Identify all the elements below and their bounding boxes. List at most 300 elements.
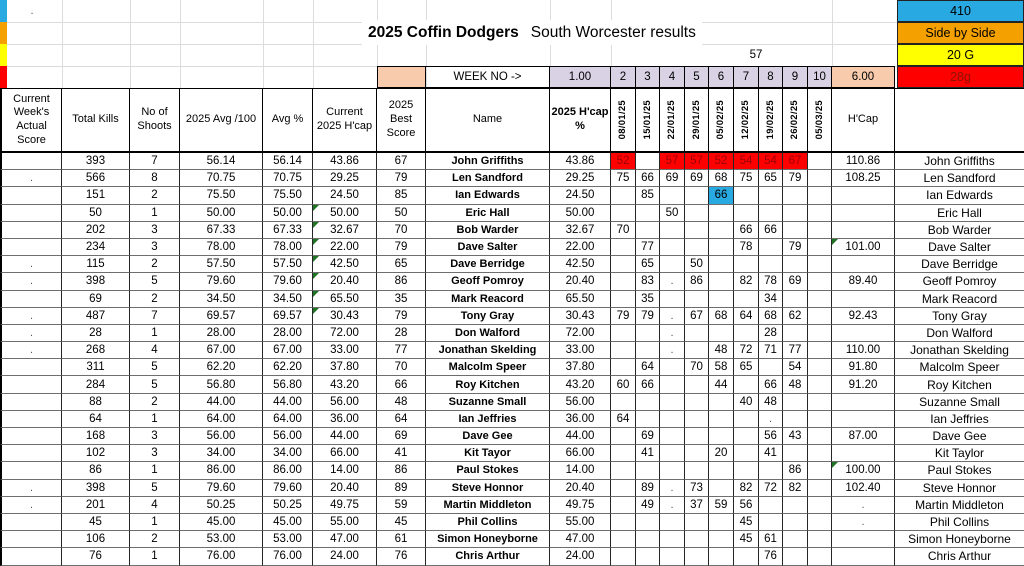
cell-week-score[interactable] [783, 548, 808, 565]
cell-current-hcap[interactable]: 72.00 [313, 325, 377, 342]
cell-hcap-pct[interactable]: 56.00 [550, 394, 611, 411]
cell-week-score[interactable] [808, 497, 832, 514]
cell-week-score[interactable] [709, 462, 734, 479]
cell-no-of-shoots[interactable]: 3 [130, 428, 180, 445]
cell-no-of-shoots[interactable]: 5 [130, 480, 180, 497]
cell-week-score[interactable]: 69 [685, 170, 709, 187]
cell-week-score[interactable] [660, 445, 685, 462]
header-best-score[interactable]: 2025 Best Score [377, 88, 426, 153]
cell-week-score[interactable] [611, 428, 636, 445]
cell-week-score[interactable]: . [660, 480, 685, 497]
cell-week-score[interactable]: 54 [759, 153, 783, 170]
cell-week-score[interactable]: 79 [611, 308, 636, 325]
cell-week-score[interactable] [734, 187, 759, 204]
header-date-week8[interactable] [759, 88, 783, 153]
cell-hcap-total[interactable] [832, 187, 895, 204]
cell-week-score[interactable] [709, 411, 734, 428]
cell-hcap-total[interactable] [832, 325, 895, 342]
cell-name[interactable]: Mark Reacord [426, 291, 550, 308]
cell-avg-100[interactable]: 67.00 [180, 342, 263, 359]
cell-week-score[interactable] [709, 428, 734, 445]
cell-current-hcap[interactable]: 43.20 [313, 376, 377, 393]
cell-week-score[interactable]: 82 [783, 480, 808, 497]
cell-current-week-score[interactable] [0, 531, 62, 548]
cell-best-score[interactable]: 76 [377, 548, 426, 565]
cell-no-of-shoots[interactable]: 5 [130, 376, 180, 393]
cell-name-right[interactable]: Jonathan Skelding [895, 342, 1024, 359]
cell-current-week-score[interactable] [0, 394, 62, 411]
cell-hcap-pct[interactable]: 24.00 [550, 548, 611, 565]
cell-no-of-shoots[interactable]: 1 [130, 462, 180, 479]
cell-week-score[interactable]: 44 [709, 376, 734, 393]
cell-total-kills[interactable]: 168 [62, 428, 130, 445]
header-hcap-pct[interactable]: 2025 H'cap % [550, 88, 611, 153]
cell-week-score[interactable] [611, 239, 636, 256]
header-date-week5[interactable] [685, 88, 709, 153]
cell-avg-100[interactable]: 86.00 [180, 462, 263, 479]
week-7-cell[interactable]: 7 [734, 66, 759, 88]
cell-hcap-total[interactable] [832, 394, 895, 411]
cell-no-of-shoots[interactable]: 8 [130, 170, 180, 187]
cell-avg-pct[interactable]: 34.00 [263, 445, 313, 462]
stray-value-57[interactable]: 57 [749, 49, 763, 61]
cell-current-week-score[interactable] [0, 548, 62, 565]
cell-week-score[interactable] [636, 342, 660, 359]
cell-best-score[interactable]: 79 [377, 170, 426, 187]
cell-current-hcap[interactable]: 47.00 [313, 531, 377, 548]
cell-week-score[interactable] [685, 462, 709, 479]
cell-week-score[interactable] [808, 187, 832, 204]
cell-hcap-pct[interactable]: 32.67 [550, 222, 611, 239]
cell-week-score[interactable] [808, 376, 832, 393]
cell-no-of-shoots[interactable]: 1 [130, 325, 180, 342]
header-date-week2[interactable] [611, 88, 636, 153]
cell-total-kills[interactable]: 487 [62, 308, 130, 325]
cell-hcap-pct[interactable]: 66.00 [550, 445, 611, 462]
stray-dot[interactable]: . [30, 5, 34, 17]
cell-week-score[interactable]: 75 [734, 170, 759, 187]
cell-week-score[interactable] [660, 462, 685, 479]
cell-current-hcap[interactable]: 55.00 [313, 514, 377, 531]
cell-week-score[interactable] [734, 411, 759, 428]
cell-week-score[interactable] [709, 291, 734, 308]
cell-week-score[interactable] [808, 428, 832, 445]
week-5-cell[interactable]: 5 [685, 66, 709, 88]
header-name-right[interactable] [895, 88, 1024, 153]
header-avg-100[interactable]: 2025 Avg /100 [180, 88, 263, 153]
cell-week-score[interactable]: 73 [685, 480, 709, 497]
cell-hcap-total[interactable]: 102.40 [832, 480, 895, 497]
cell-week-score[interactable] [783, 411, 808, 428]
cell-week-score[interactable] [709, 325, 734, 342]
cell-week-score[interactable]: 77 [783, 342, 808, 359]
cell-current-hcap[interactable]: 32.67 [313, 222, 377, 239]
cell-week-score[interactable] [660, 256, 685, 273]
cell-total-kills[interactable]: 76 [62, 548, 130, 565]
cell-week-score[interactable] [611, 548, 636, 565]
cell-week-score[interactable]: 52 [709, 153, 734, 170]
cell-week-score[interactable] [783, 205, 808, 222]
week-8-cell[interactable]: 8 [759, 66, 783, 88]
cell-hcap-pct[interactable]: 20.40 [550, 480, 611, 497]
cell-hcap-total[interactable] [832, 445, 895, 462]
cell-week-score[interactable]: 54 [734, 153, 759, 170]
cell-best-score[interactable]: 66 [377, 376, 426, 393]
cell-hcap-total[interactable] [832, 291, 895, 308]
cell-name[interactable]: Chris Arthur [426, 548, 550, 565]
cell-name[interactable]: Ian Edwards [426, 187, 550, 204]
cell-week-score[interactable]: 41 [636, 445, 660, 462]
cell-name-right[interactable]: Paul Stokes [895, 462, 1024, 479]
cell-name[interactable]: Phil Collins [426, 514, 550, 531]
cell-hcap-total[interactable]: 110.86 [832, 153, 895, 170]
cell-avg-100[interactable]: 78.00 [180, 239, 263, 256]
cell-week-score[interactable]: 75 [611, 170, 636, 187]
cell-avg-100[interactable]: 75.50 [180, 187, 263, 204]
cell-name[interactable]: Paul Stokes [426, 462, 550, 479]
cell-total-kills[interactable]: 201 [62, 497, 130, 514]
cell-name[interactable]: Malcolm Speer [426, 359, 550, 376]
cell-name-right[interactable]: Don Walford [895, 325, 1024, 342]
cell-week-score[interactable] [660, 359, 685, 376]
cell-name-right[interactable]: Eric Hall [895, 205, 1024, 222]
header-name[interactable]: Name [426, 88, 550, 153]
cell-week-score[interactable]: 48 [709, 342, 734, 359]
week-row-blank-cell[interactable] [377, 66, 426, 88]
cell-week-score[interactable]: 67 [685, 308, 709, 325]
week-no-label[interactable]: WEEK NO -> [426, 66, 550, 88]
cell-no-of-shoots[interactable]: 1 [130, 205, 180, 222]
cell-total-kills[interactable]: 50 [62, 205, 130, 222]
week-6-cell[interactable]: 6 [709, 66, 734, 88]
header-avg-pct[interactable]: Avg % [263, 88, 313, 153]
cell-avg-pct[interactable]: 86.00 [263, 462, 313, 479]
cell-hcap-pct[interactable]: 43.86 [550, 153, 611, 170]
cell-current-hcap[interactable]: 44.00 [313, 428, 377, 445]
cell-week-score[interactable] [759, 497, 783, 514]
cell-week-score[interactable] [783, 187, 808, 204]
header-current-week-score[interactable]: Current Week's Actual Score [0, 88, 62, 153]
cell-no-of-shoots[interactable]: 4 [130, 497, 180, 514]
cell-name[interactable]: Suzanne Small [426, 394, 550, 411]
cell-week-score[interactable]: 45 [734, 531, 759, 548]
cell-best-score[interactable]: 45 [377, 514, 426, 531]
cell-week-score[interactable] [808, 153, 832, 170]
cell-week-score[interactable] [808, 548, 832, 565]
cell-week-score[interactable]: 49 [636, 497, 660, 514]
cell-week-score[interactable]: 35 [636, 291, 660, 308]
cell-name-right[interactable]: Ian Jeffries [895, 411, 1024, 428]
cell-week-score[interactable] [709, 256, 734, 273]
cell-week-score[interactable] [636, 514, 660, 531]
cell-current-week-score[interactable]: . [0, 497, 62, 514]
cell-week-score[interactable]: 76 [759, 548, 783, 565]
cell-total-kills[interactable]: 311 [62, 359, 130, 376]
cell-week-score[interactable] [611, 462, 636, 479]
cell-week-score[interactable]: 64 [611, 411, 636, 428]
cell-name[interactable]: Len Sandford [426, 170, 550, 187]
cell-week-score[interactable] [660, 291, 685, 308]
cell-current-hcap[interactable]: 20.40 [313, 480, 377, 497]
cell-avg-pct[interactable]: 79.60 [263, 273, 313, 290]
cell-week-score[interactable] [808, 342, 832, 359]
cell-avg-100[interactable]: 62.20 [180, 359, 263, 376]
cell-avg-pct[interactable]: 67.33 [263, 222, 313, 239]
cell-week-score[interactable] [808, 256, 832, 273]
cell-week-score[interactable]: 79 [783, 239, 808, 256]
cell-best-score[interactable]: 86 [377, 273, 426, 290]
cell-week-score[interactable] [611, 445, 636, 462]
week-4-cell[interactable]: 4 [660, 66, 685, 88]
cell-hcap-pct[interactable]: 30.43 [550, 308, 611, 325]
cell-week-score[interactable] [808, 445, 832, 462]
cell-week-score[interactable]: 70 [685, 359, 709, 376]
cell-week-score[interactable] [808, 480, 832, 497]
cell-hcap-total[interactable]: 91.20 [832, 376, 895, 393]
cell-week-score[interactable]: 28 [759, 325, 783, 342]
cell-name-right[interactable]: Malcolm Speer [895, 359, 1024, 376]
cell-week-score[interactable] [685, 291, 709, 308]
cell-week-score[interactable]: 83 [636, 273, 660, 290]
cell-week-score[interactable]: 79 [783, 170, 808, 187]
cell-week-score[interactable] [611, 497, 636, 514]
cell-name[interactable]: Eric Hall [426, 205, 550, 222]
cell-week-score[interactable] [759, 239, 783, 256]
cell-week-score[interactable]: 64 [636, 359, 660, 376]
cell-avg-100[interactable]: 56.80 [180, 376, 263, 393]
cell-week-score[interactable]: 85 [636, 187, 660, 204]
cell-week-score[interactable] [685, 445, 709, 462]
cell-week-score[interactable] [808, 462, 832, 479]
cell-avg-pct[interactable]: 70.75 [263, 170, 313, 187]
cell-name-right[interactable]: Bob Warder [895, 222, 1024, 239]
cell-avg-pct[interactable]: 56.00 [263, 428, 313, 445]
cell-current-hcap[interactable]: 24.50 [313, 187, 377, 204]
cell-week-score[interactable] [734, 462, 759, 479]
cell-week-score[interactable] [808, 531, 832, 548]
cell-current-week-score[interactable] [0, 239, 62, 256]
cell-current-hcap[interactable]: 29.25 [313, 170, 377, 187]
cell-best-score[interactable]: 48 [377, 394, 426, 411]
header-no-of-shoots[interactable]: No of Shoots [130, 88, 180, 153]
cell-week-score[interactable] [636, 531, 660, 548]
cell-no-of-shoots[interactable]: 7 [130, 308, 180, 325]
cell-best-score[interactable]: 79 [377, 239, 426, 256]
cell-avg-100[interactable]: 34.50 [180, 291, 263, 308]
cell-week-score[interactable] [709, 222, 734, 239]
legend-cell-410[interactable]: 410 [897, 0, 1024, 22]
cell-week-score[interactable]: 45 [734, 514, 759, 531]
cell-best-score[interactable]: 64 [377, 411, 426, 428]
cell-name[interactable]: Roy Kitchen [426, 376, 550, 393]
cell-name[interactable]: Kit Tayor [426, 445, 550, 462]
cell-week-score[interactable]: 89 [636, 480, 660, 497]
cell-name[interactable]: Geoff Pomroy [426, 273, 550, 290]
cell-name[interactable]: Steve Honnor [426, 480, 550, 497]
cell-no-of-shoots[interactable]: 2 [130, 187, 180, 204]
cell-name-right[interactable]: Suzanne Small [895, 394, 1024, 411]
cell-avg-pct[interactable]: 57.50 [263, 256, 313, 273]
cell-week-score[interactable]: 66 [636, 170, 660, 187]
cell-hcap-pct[interactable]: 50.00 [550, 205, 611, 222]
cell-current-hcap[interactable]: 14.00 [313, 462, 377, 479]
cell-week-score[interactable] [808, 222, 832, 239]
legend-cell-side-by-side[interactable]: Side by Side [897, 22, 1024, 44]
cell-name-right[interactable]: Geoff Pomroy [895, 273, 1024, 290]
cell-week-score[interactable]: 86 [685, 273, 709, 290]
cell-current-week-score[interactable]: . [0, 273, 62, 290]
cell-current-week-score[interactable] [0, 514, 62, 531]
cell-week-score[interactable] [685, 411, 709, 428]
cell-total-kills[interactable]: 234 [62, 239, 130, 256]
cell-week-score[interactable] [685, 376, 709, 393]
cell-week-score[interactable] [685, 342, 709, 359]
cell-hcap-pct[interactable]: 55.00 [550, 514, 611, 531]
cell-week-score[interactable] [734, 325, 759, 342]
cell-week-score[interactable] [611, 187, 636, 204]
cell-name-right[interactable]: Ian Edwards [895, 187, 1024, 204]
cell-week-score[interactable]: 71 [759, 342, 783, 359]
cell-avg-100[interactable]: 44.00 [180, 394, 263, 411]
cell-name-right[interactable]: Simon Honeyborne [895, 531, 1024, 548]
cell-week-score[interactable]: 66 [759, 376, 783, 393]
cell-week-score[interactable]: 78 [759, 273, 783, 290]
cell-week-score[interactable] [660, 376, 685, 393]
cell-no-of-shoots[interactable]: 2 [130, 256, 180, 273]
cell-week-score[interactable] [660, 394, 685, 411]
cell-week-score[interactable] [636, 325, 660, 342]
cell-current-hcap[interactable]: 36.00 [313, 411, 377, 428]
cell-avg-pct[interactable]: 76.00 [263, 548, 313, 565]
cell-no-of-shoots[interactable]: 2 [130, 291, 180, 308]
cell-week-score[interactable] [660, 531, 685, 548]
cell-name[interactable]: Jonathan Skelding [426, 342, 550, 359]
cell-best-score[interactable]: 59 [377, 497, 426, 514]
cell-week-score[interactable] [734, 428, 759, 445]
cell-week-score[interactable] [808, 291, 832, 308]
cell-avg-pct[interactable]: 44.00 [263, 394, 313, 411]
cell-week-score[interactable]: 79 [636, 308, 660, 325]
cell-hcap-total[interactable]: 108.25 [832, 170, 895, 187]
cell-week-score[interactable] [783, 514, 808, 531]
cell-week-score[interactable] [685, 222, 709, 239]
cell-week-score[interactable] [611, 291, 636, 308]
cell-week-score[interactable]: 34 [759, 291, 783, 308]
cell-no-of-shoots[interactable]: 1 [130, 548, 180, 565]
cell-best-score[interactable]: 50 [377, 205, 426, 222]
cell-no-of-shoots[interactable]: 2 [130, 394, 180, 411]
week-1-cell[interactable]: 1.00 [550, 66, 611, 88]
cell-name-right[interactable]: Len Sandford [895, 170, 1024, 187]
cell-week-score[interactable]: 64 [734, 308, 759, 325]
cell-current-hcap[interactable]: 24.00 [313, 548, 377, 565]
cell-no-of-shoots[interactable]: 5 [130, 273, 180, 290]
header-date-week10[interactable] [808, 88, 832, 153]
cell-hcap-total[interactable]: 101.00 [832, 239, 895, 256]
cell-week-score[interactable] [660, 548, 685, 565]
cell-best-score[interactable]: 28 [377, 325, 426, 342]
cell-week-score[interactable] [709, 531, 734, 548]
cell-week-score[interactable] [759, 462, 783, 479]
cell-week-score[interactable]: 68 [709, 308, 734, 325]
cell-week-score[interactable]: 82 [734, 273, 759, 290]
cell-week-score[interactable]: 48 [759, 394, 783, 411]
cell-hcap-pct[interactable]: 36.00 [550, 411, 611, 428]
cell-total-kills[interactable]: 69 [62, 291, 130, 308]
cell-hcap-pct[interactable]: 37.80 [550, 359, 611, 376]
cell-week-score[interactable] [808, 239, 832, 256]
cell-week-score[interactable] [709, 514, 734, 531]
cell-name[interactable]: Ian Jeffries [426, 411, 550, 428]
header-total-kills[interactable]: Total Kills [62, 88, 130, 153]
cell-week-score[interactable]: 48 [783, 376, 808, 393]
cell-avg-pct[interactable]: 78.00 [263, 239, 313, 256]
cell-week-score[interactable] [808, 359, 832, 376]
cell-avg-100[interactable]: 53.00 [180, 531, 263, 548]
cell-current-hcap[interactable]: 65.50 [313, 291, 377, 308]
cell-week-score[interactable]: 86 [783, 462, 808, 479]
cell-week-score[interactable] [808, 411, 832, 428]
cell-week-score[interactable] [783, 222, 808, 239]
cell-week-score[interactable]: . [660, 342, 685, 359]
cell-week-score[interactable] [611, 256, 636, 273]
cell-name[interactable]: Dave Gee [426, 428, 550, 445]
cell-week-score[interactable] [660, 187, 685, 204]
cell-week-score[interactable] [808, 308, 832, 325]
cell-no-of-shoots[interactable]: 1 [130, 411, 180, 428]
cell-avg-pct[interactable]: 67.00 [263, 342, 313, 359]
cell-week-score[interactable] [783, 291, 808, 308]
cell-current-hcap[interactable]: 30.43 [313, 308, 377, 325]
cell-hcap-pct[interactable]: 33.00 [550, 342, 611, 359]
cell-total-kills[interactable]: 393 [62, 153, 130, 170]
cell-avg-100[interactable]: 79.60 [180, 273, 263, 290]
cell-hcap-pct[interactable]: 43.20 [550, 376, 611, 393]
cell-week-score[interactable]: 40 [734, 394, 759, 411]
cell-week-score[interactable] [685, 514, 709, 531]
cell-current-hcap[interactable]: 42.50 [313, 256, 377, 273]
cell-current-hcap[interactable]: 37.80 [313, 359, 377, 376]
cell-total-kills[interactable]: 115 [62, 256, 130, 273]
cell-week-score[interactable]: 61 [759, 531, 783, 548]
cell-week-score[interactable] [611, 531, 636, 548]
cell-week-score[interactable] [636, 394, 660, 411]
cell-current-week-score[interactable]: . [0, 308, 62, 325]
cell-week-score[interactable] [611, 342, 636, 359]
cell-total-kills[interactable]: 398 [62, 480, 130, 497]
cell-name[interactable]: Don Walford [426, 325, 550, 342]
cell-week-score[interactable] [734, 376, 759, 393]
cell-week-score[interactable]: 72 [734, 342, 759, 359]
cell-current-week-score[interactable]: . [0, 325, 62, 342]
cell-best-score[interactable]: 85 [377, 187, 426, 204]
cell-week-score[interactable]: 68 [709, 170, 734, 187]
header-hcap[interactable]: H'Cap [832, 88, 895, 153]
cell-week-score[interactable]: 69 [783, 273, 808, 290]
cell-week-score[interactable] [808, 394, 832, 411]
cell-avg-pct[interactable]: 64.00 [263, 411, 313, 428]
cell-best-score[interactable]: 61 [377, 531, 426, 548]
cell-week-score[interactable] [636, 222, 660, 239]
week-9-cell[interactable]: 9 [783, 66, 808, 88]
cell-hcap-pct[interactable]: 22.00 [550, 239, 611, 256]
cell-week-score[interactable]: 50 [685, 256, 709, 273]
cell-week-score[interactable] [660, 222, 685, 239]
cell-no-of-shoots[interactable]: 1 [130, 514, 180, 531]
cell-week-score[interactable] [611, 480, 636, 497]
cell-current-week-score[interactable] [0, 411, 62, 428]
cell-hcap-total[interactable]: 89.40 [832, 273, 895, 290]
